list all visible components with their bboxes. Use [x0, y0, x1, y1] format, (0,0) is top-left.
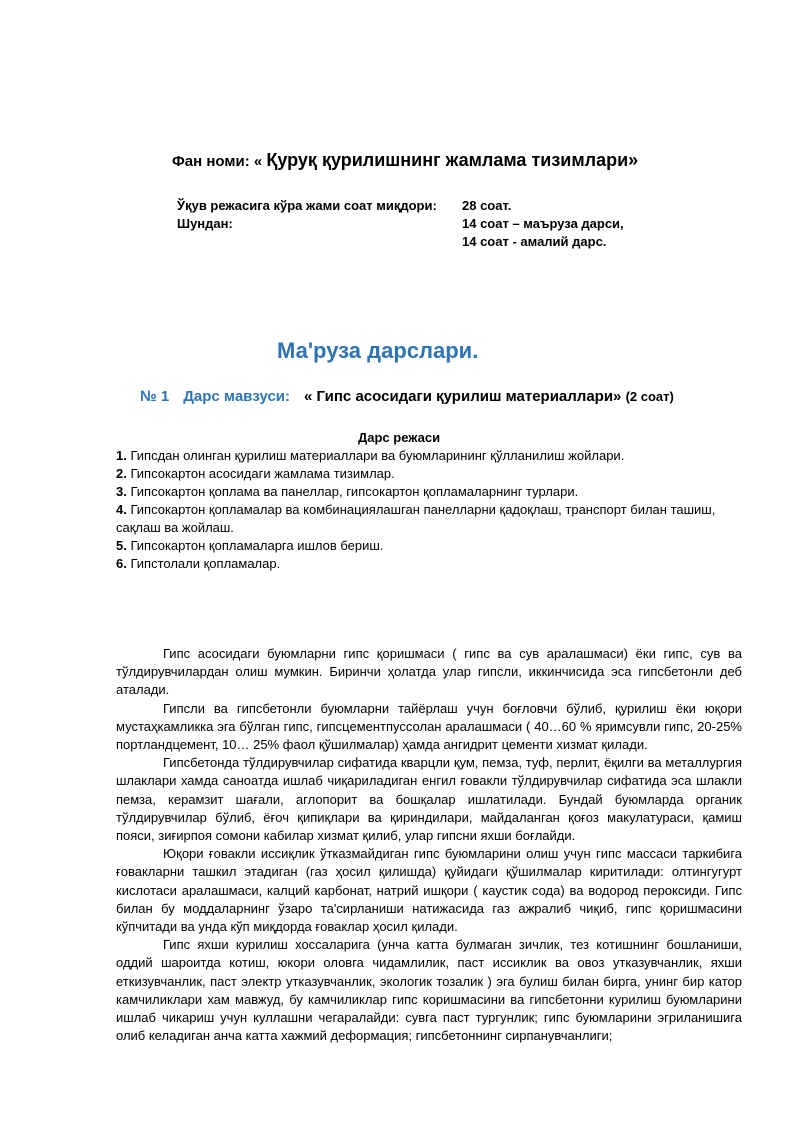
lectures-heading: Ма'руза дарслари.	[277, 338, 479, 363]
plan-item-number: 3.	[116, 484, 127, 499]
plan-item-text: Гипсокартон қопламалар ва комбинациялашган панелларни қадоқлаш, транспорт билан ташиш, сақлаш ва жойлаш.	[116, 502, 716, 535]
lecture-body	[116, 645, 742, 1045]
plan-item	[116, 501, 746, 537]
plan-item-text: Гипсокартон асосидаги жамлама тизимлар.	[130, 466, 395, 481]
plan-heading: Дарс режаси	[358, 430, 441, 445]
plan-item-text: Гипсдан олинган қурилиш материаллари ва буюмларининг қўлланилиш жойлари.	[130, 448, 625, 463]
hours-row-practice	[177, 234, 697, 252]
body-paragraph: Гипс асосидаги буюмларни гипс қоришмаси ( гипс ва сув аралашмаси) ёки гипс, сув ва тўлдирувчилардан олиш мумкин. Биринчи ҳолатда улар гипсли, иккинчисида эса гипсбетонли деб аталади.	[116, 646, 742, 698]
lesson-plan-list	[116, 447, 746, 573]
of-which-label: Шундан:	[177, 216, 233, 231]
body-paragraph: Юқори ғовакли иссиқлик ўтказмайдиган гипс буюмларини олиш учун гипс массаси таркибига ғовакларни ташкил этадиган (газ ҳосил қилишда) қуйидаги қўшилмалар киритилади: олтингугурт кислотаси аралашмаси, калций карбонат, натрий ишқори ( каустик сода) ва водород пероксиди. Гипс билан бу моддаларнинг ўзаро та'сирланиши натижасида газ ажралиб чиқиб, гипс қоришмасини кўпчитади ва унда кўп миқдорда ғоваклар ҳосил қилади.	[116, 846, 742, 935]
practice-hours-value: 14 соат - амалий дарс.	[462, 234, 607, 249]
subject-name: Қуруқ қурилишнинг жамлама тизимлари	[266, 150, 629, 170]
plan-item-number: 6.	[116, 556, 127, 571]
plan-item-text: Гипстолали қопламалар.	[130, 556, 281, 571]
plan-item	[116, 447, 746, 465]
hours-row-total	[177, 198, 697, 216]
total-hours-value: 28 соат.	[462, 198, 512, 213]
plan-item	[116, 537, 746, 555]
plan-item	[116, 465, 746, 483]
body-paragraph: Гипс яхши курилиш хоссаларига (унча катта булмаган зичлик, тез котишнинг бошланиши, оддий шароитда котиш, юкори оловга чидамлилик, паст иссиклик ва овоз утказувчанлик, яхши еткизувчанлик, паст электр утказувчанлик, экологик тозалик ) эга булиш билан бирга, унинг бир катор камчиликлари хам мавжуд, бу камчиликлар гипс коришмасини ва гипсбетонни курилиш буюмларини ишлаб чикариш учун куллашни чегаралайди: сувга паст тургунлик; гипс буюмларини эгриланишига олиб келадиган анча катта хажмий деформация; гипсбетоннинг сирпанувчанлиги;	[116, 937, 742, 1044]
plan-item-text: Гипсокартон қоплама ва панеллар, гипсокартон қопламаларнинг турлари.	[130, 484, 579, 499]
hours-row-lecture	[177, 216, 697, 234]
lesson-topic-label: Дарс мавзуси:	[183, 388, 291, 405]
body-paragraph: Гипсбетонда тўлдирувчилар сифатида кварцли қум, пемза, туф, перлит, ёқилги ва металлургия шлаклари хамда саноатда ишлаб чиқариладиган енгил ғовакли тўлдирувчилар сифатида эса шлакли пемза, керамзит шағали, аглопорит ва бошқалар ишлатилади. Бундай буюмларда органик тўлдирувчилар бўлиб, ёғоч қипиқлари ва қириндилари, майдаланган қоғоз макулатураси, қамиш пояси, зиғирпоя сомони кабилар хизмат қилиб, улар гипсни яхши боғлайди.	[116, 755, 742, 844]
total-hours-label: Ўқув режасига кўра жами соат миқдори:	[177, 198, 437, 213]
lesson-hours: (2 соат)	[625, 389, 674, 404]
hours-block	[177, 198, 697, 252]
plan-item-text: Гипсокартон қопламаларга ишлов бериш.	[130, 538, 384, 553]
lesson-topic-title: « Гипс асосидаги қурилиш материаллари»	[304, 388, 622, 405]
lesson-topic	[140, 388, 674, 405]
plan-item	[116, 483, 746, 501]
lesson-number: № 1	[140, 388, 170, 405]
plan-item-number: 5.	[116, 538, 127, 553]
lecture-hours-value: 14 соат – маъруза дарси,	[462, 216, 624, 231]
plan-item-number: 2.	[116, 466, 127, 481]
body-paragraph: Гипсли ва гипсбетонли буюмларни тайёрлаш учун боғловчи бўлиб, қурилиш ёки юқори мустаҳкамликка эга бўлган гипс, гипсцементпуссолан аралашмаси ( 40…60 % яримсувли гипс, 20-25% портландцемент, 10… 25% фаол қўшилмалар) ҳамда ангидрит цементи хизмат қилади.	[116, 700, 742, 753]
subject-title	[172, 150, 772, 171]
plan-item	[116, 555, 746, 573]
plan-item-number: 1.	[116, 448, 127, 463]
subject-prefix: Фан номи: «	[172, 153, 263, 170]
plan-item-number: 4.	[116, 502, 127, 517]
subject-suffix: »	[628, 150, 639, 170]
